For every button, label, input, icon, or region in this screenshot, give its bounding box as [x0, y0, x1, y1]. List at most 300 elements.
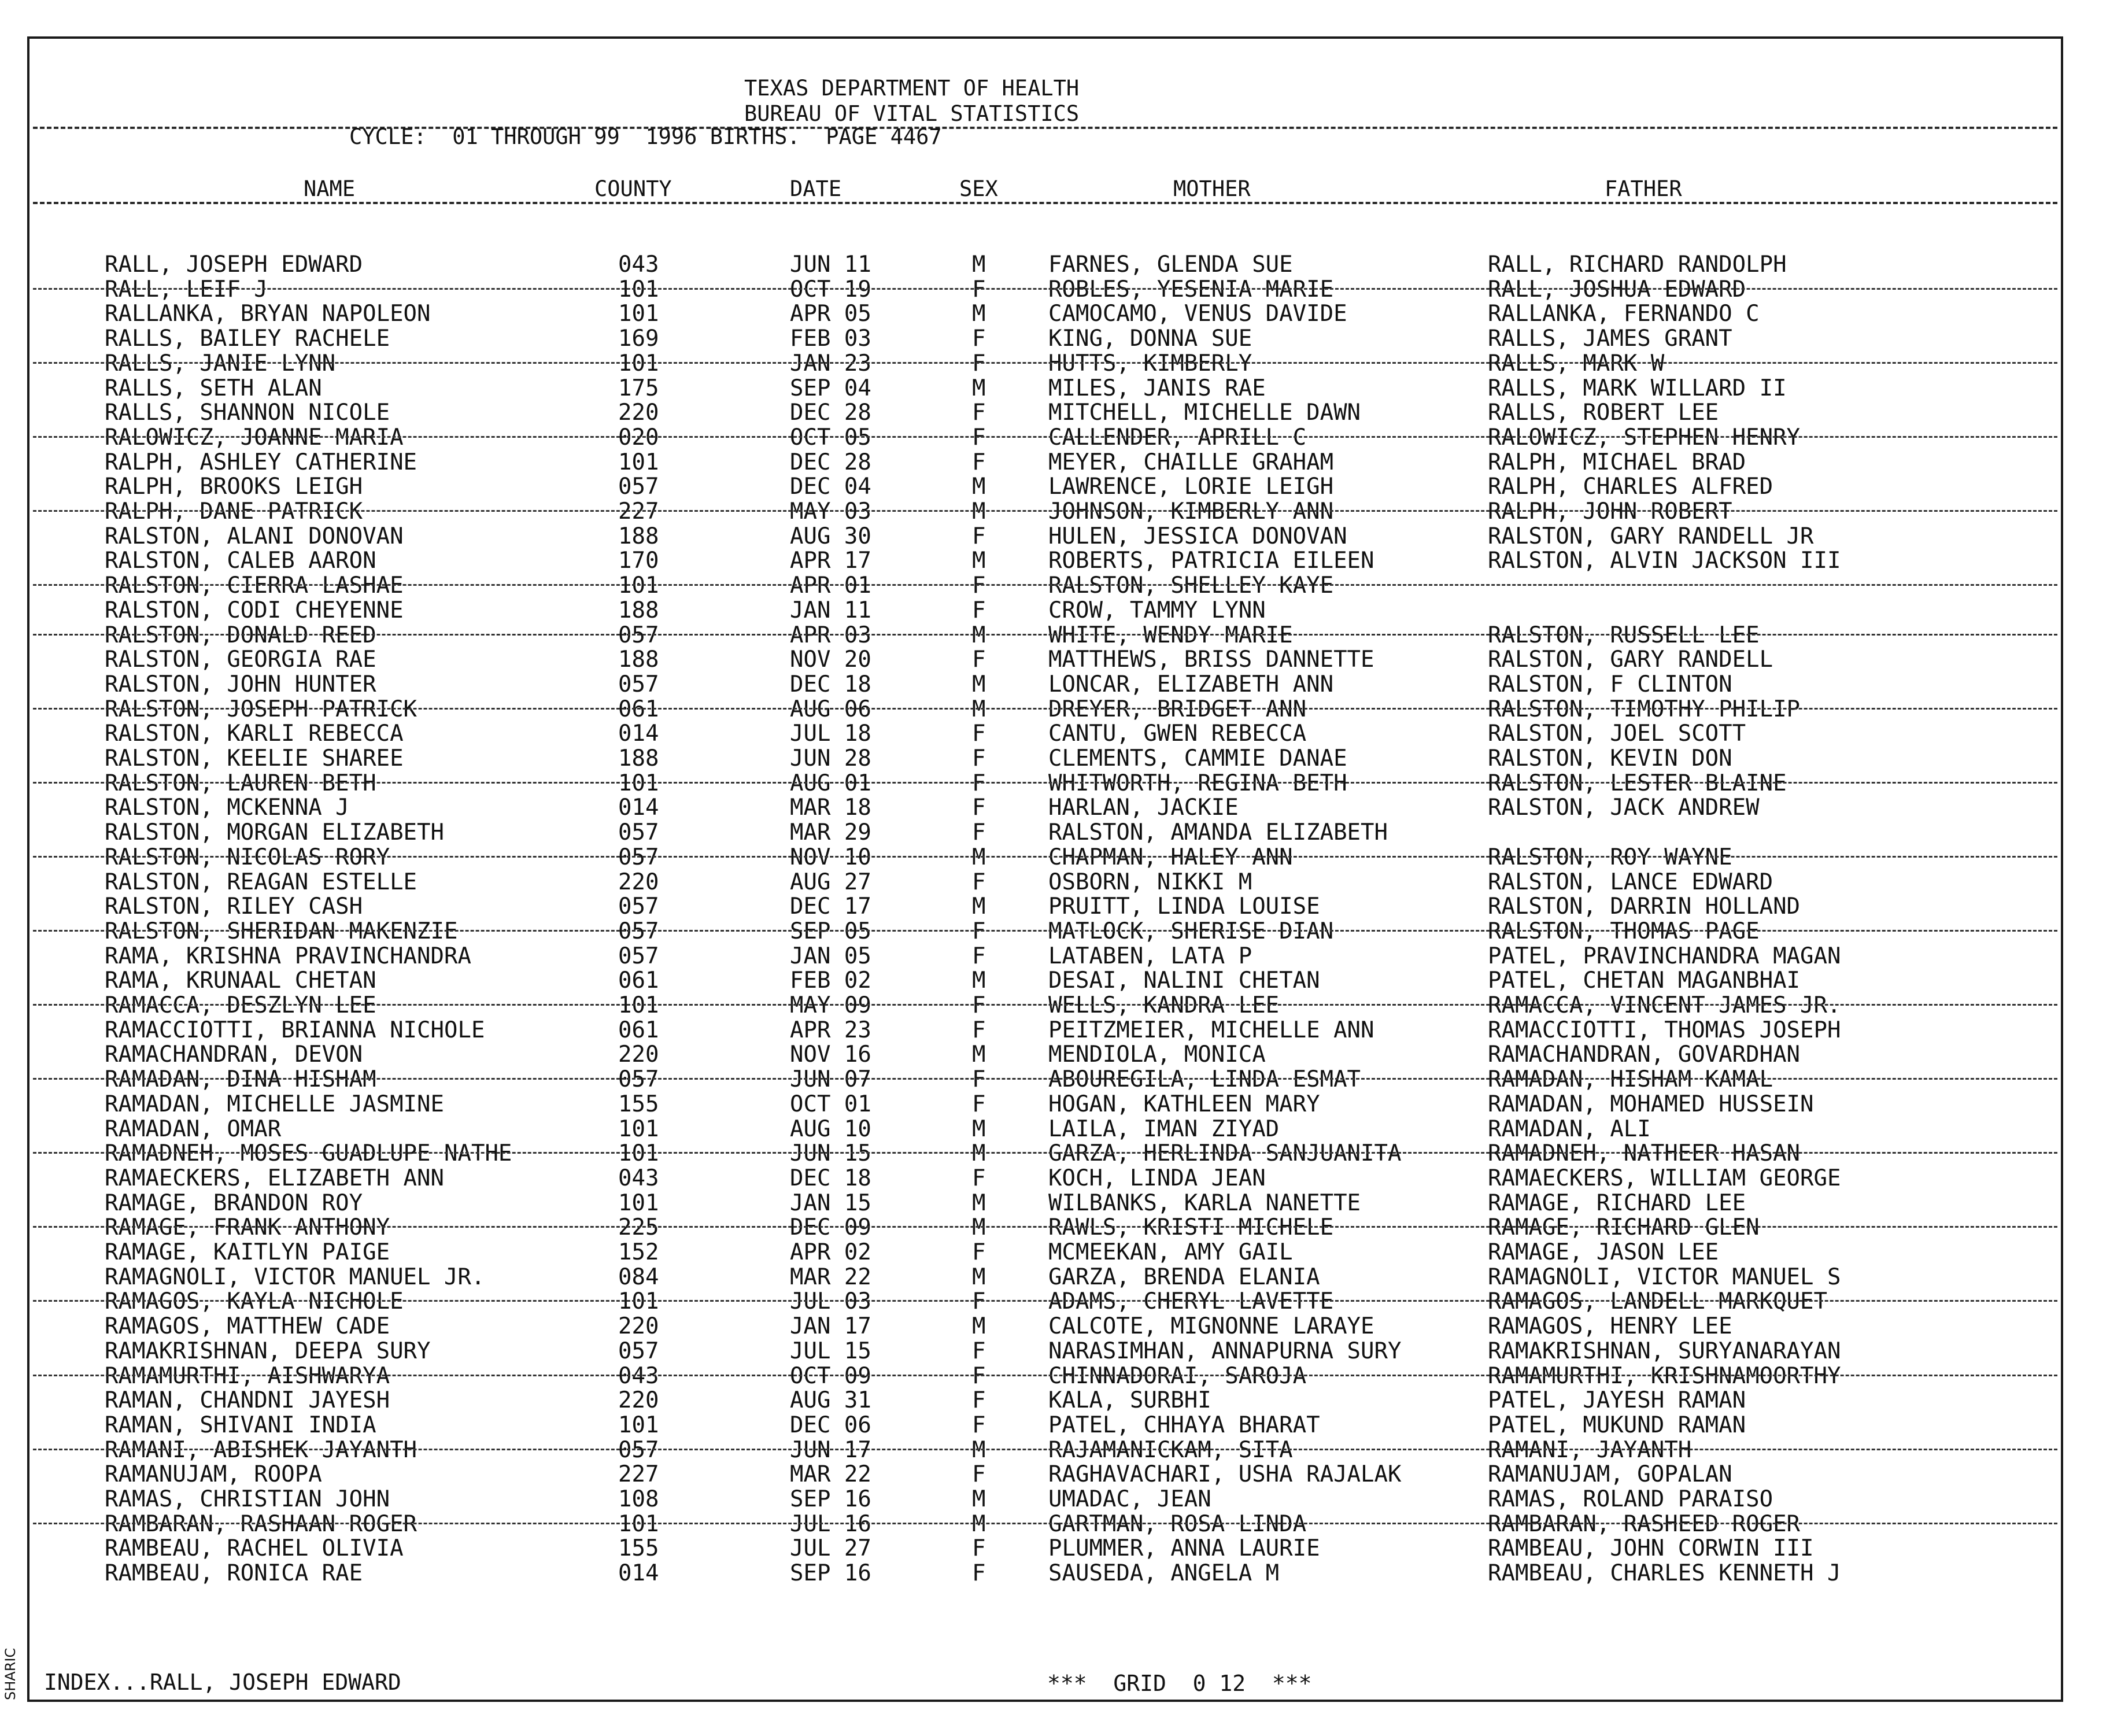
record-mother: ADAMS, CHERYL LAVETTE [1048, 1288, 1334, 1315]
record-sex: M [972, 1264, 986, 1290]
record-date: OCT 01 [790, 1091, 871, 1117]
record-mother: NARASIMHAN, ANNAPURNA SURY [1048, 1338, 1402, 1364]
record-mother: JOHNSON, KIMBERLY ANN [1048, 498, 1334, 525]
record-county: 020 [618, 424, 659, 450]
record-father: PATEL, JAYESH RAMAN [1488, 1387, 1746, 1414]
record-county: 101 [618, 449, 659, 475]
table-row [29, 401, 2061, 425]
record-father: RALSTON, JOEL SCOTT [1488, 721, 1746, 747]
record-sex: M [972, 252, 986, 278]
record-sex: M [972, 1486, 986, 1512]
record-father: RAMACCIOTTI, THOMAS JOSEPH [1488, 1017, 1841, 1043]
table-row [29, 895, 2061, 919]
record-county: 108 [618, 1486, 659, 1512]
record-sex: F [972, 1338, 986, 1364]
record-county: 043 [618, 252, 659, 278]
record-county: 057 [618, 474, 659, 500]
record-date: JAN 17 [790, 1313, 871, 1340]
record-name: RAMANI, ABISHEK JAYANTH [105, 1436, 417, 1463]
record-father: RALLANKA, FERNANDO C [1488, 301, 1760, 327]
record-mother: CROW, TAMMY LYNN [1048, 597, 1266, 623]
record-sex: F [972, 1461, 986, 1488]
record-name: RAMADAN, OMAR [105, 1116, 282, 1142]
record-county: 101 [618, 572, 659, 599]
record-mother: SAUSEDA, ANGELA M [1048, 1560, 1280, 1587]
record-county: 057 [618, 1066, 659, 1093]
column-header-father: FATHER [1605, 176, 1682, 201]
record-date: APR 03 [790, 622, 871, 648]
record-father: RAMBEAU, CHARLES KENNETH J [1488, 1560, 1841, 1587]
record-father: RAMAGE, JASON LEE [1488, 1239, 1719, 1265]
record-date: SEP 04 [790, 375, 871, 401]
table-row [29, 1364, 2061, 1388]
report-title-line1: TEXAS DEPARTMENT OF HEALTH [744, 76, 1080, 101]
column-header-mother: MOTHER [1173, 176, 1251, 201]
record-father: RAMANI, JAYANTH [1488, 1436, 1692, 1463]
record-date: JUN 07 [790, 1066, 871, 1093]
table-row [29, 1043, 2061, 1067]
record-date: JUN 11 [790, 252, 871, 278]
record-name: RALSTON, MORGAN ELIZABETH [105, 819, 444, 846]
record-sex: M [972, 375, 986, 401]
record-father: RALSTON, LANCE EDWARD [1488, 869, 1773, 895]
record-name: RAMANUJAM, ROOPA [105, 1461, 322, 1488]
record-date: APR 01 [790, 572, 871, 599]
table-row [29, 599, 2061, 623]
record-sex: F [972, 647, 986, 673]
record-name: RALSTON, DONALD REED [105, 622, 376, 648]
record-mother: CHINNADORAI, SAROJA [1048, 1362, 1307, 1389]
record-sex: F [972, 400, 986, 426]
record-father: RALSTON, ROY WAYNE [1488, 844, 1732, 870]
record-father: PATEL, CHETAN MAGANBHAI [1488, 967, 1801, 994]
record-name: RAMADNEH, MOSES GUADLUPE NATHE [105, 1140, 512, 1167]
column-header-date: DATE [790, 176, 842, 201]
record-date: OCT 09 [790, 1362, 871, 1389]
record-sex: F [972, 424, 986, 450]
record-name: RAMA, KRISHNA PRAVINCHANDRA [105, 943, 471, 969]
record-sex: F [972, 819, 986, 846]
record-county: 101 [618, 770, 659, 796]
record-mother: RAJAMANICKAM, SITA [1048, 1436, 1293, 1463]
record-father: RALSTON, THOMAS PAGE [1488, 918, 1760, 944]
record-father: RALPH, CHARLES ALFRED [1488, 474, 1773, 500]
table-row [29, 1536, 2061, 1561]
table-row [29, 1018, 2061, 1043]
table-row [29, 697, 2061, 722]
table-row [29, 1216, 2061, 1240]
record-date: APR 02 [790, 1239, 871, 1265]
record-mother: RAWLS, KRISTI MICHELE [1048, 1214, 1334, 1241]
record-sex: M [972, 1214, 986, 1241]
record-name: RALLS, JANIE LYNN [105, 350, 336, 376]
record-father: RALSTON, GARY RANDELL [1488, 647, 1773, 673]
record-sex: F [972, 1066, 986, 1093]
record-county: 169 [618, 326, 659, 352]
record-sex: M [972, 1116, 986, 1142]
table-row [29, 1438, 2061, 1462]
record-name: RALL, LEIF J [105, 276, 268, 302]
table-row [29, 771, 2061, 796]
record-father: RALSTON, ALVIN JACKSON III [1488, 548, 1841, 574]
record-father: RALL, JOSHUA EDWARD [1488, 276, 1746, 302]
record-name: RALPH, DANE PATRICK [105, 498, 363, 525]
record-name: RAMACCIOTTI, BRIANNA NICHOLE [105, 1017, 485, 1043]
record-name: RAMA, KRUNAAL CHETAN [105, 967, 376, 994]
record-county: 101 [618, 1190, 659, 1216]
record-date: JAN 05 [790, 943, 871, 969]
record-sex: F [972, 523, 986, 549]
record-mother: MENDIOLA, MONICA [1048, 1041, 1266, 1068]
birth-records-table [29, 39, 2061, 1700]
table-row [29, 278, 2061, 302]
record-date: DEC 18 [790, 671, 871, 697]
record-date: JAN 15 [790, 1190, 871, 1216]
record-county: 101 [618, 350, 659, 376]
record-mother: CHAPMAN, HALEY ANN [1048, 844, 1293, 870]
table-row [29, 574, 2061, 598]
record-date: JUN 17 [790, 1436, 871, 1463]
record-name: RALSTON, CODI CHEYENNE [105, 597, 404, 623]
record-father: RALLS, ROBERT LEE [1488, 400, 1719, 426]
table-row [29, 1191, 2061, 1216]
record-sex: F [972, 770, 986, 796]
record-mother: MATTHEWS, BRISS DANNETTE [1048, 647, 1374, 673]
table-row [29, 1290, 2061, 1314]
record-mother: OSBORN, NIKKI M [1048, 869, 1252, 895]
record-mother: DREYER, BRIDGET ANN [1048, 696, 1307, 722]
record-sex: F [972, 1165, 986, 1191]
record-date: JAN 23 [790, 350, 871, 376]
record-name: RALLS, SETH ALAN [105, 375, 322, 401]
table-row [29, 1142, 2061, 1166]
record-sex: M [972, 1140, 986, 1167]
record-sex: M [972, 548, 986, 574]
record-mother: CLEMENTS, CAMMIE DANAE [1048, 745, 1347, 771]
record-father: RAMACCA, VINCENT JAMES JR. [1488, 992, 1841, 1018]
record-sex: F [972, 1362, 986, 1389]
record-mother: UMADAC, JEAN [1048, 1486, 1211, 1512]
record-date: JAN 11 [790, 597, 871, 623]
record-mother: GARTMAN, ROSA LINDA [1048, 1510, 1307, 1537]
record-name: RALSTON, KEELIE SHAREE [105, 745, 404, 771]
record-date: NOV 10 [790, 844, 871, 870]
record-father: RALL, RICHARD RANDOLPH [1488, 252, 1787, 278]
record-mother: HULEN, JESSICA DONOVAN [1048, 523, 1347, 549]
record-mother: MEYER, CHAILLE GRAHAM [1048, 449, 1334, 475]
record-date: FEB 02 [790, 967, 871, 994]
table-row [29, 475, 2061, 499]
record-date: AUG 30 [790, 523, 871, 549]
record-mother: PRUITT, LINDA LOUISE [1048, 893, 1320, 920]
table-row [29, 1462, 2061, 1487]
record-mother: WHITWORTH, REGINA BETH [1048, 770, 1347, 796]
record-father: RALSTON, DARRIN HOLLAND [1488, 893, 1801, 920]
record-date: AUG 31 [790, 1387, 871, 1414]
record-father: RALOWICZ, STEPHEN HENRY [1488, 424, 1801, 450]
record-sex: F [972, 992, 986, 1018]
record-county: 225 [618, 1214, 659, 1241]
record-county: 220 [618, 1387, 659, 1414]
record-name: RAMAKRISHNAN, DEEPA SURY [105, 1338, 431, 1364]
record-county: 101 [618, 1412, 659, 1438]
record-sex: M [972, 1041, 986, 1068]
record-county: 152 [618, 1239, 659, 1265]
record-date: AUG 01 [790, 770, 871, 796]
record-date: JUN 28 [790, 745, 871, 771]
record-father: RAMAS, ROLAND PARAISO [1488, 1486, 1773, 1512]
table-row [29, 623, 2061, 648]
record-county: 220 [618, 1041, 659, 1068]
document-sheet [27, 36, 2063, 1702]
record-father: RAMAGE, RICHARD LEE [1488, 1190, 1746, 1216]
record-father: RALPH, JOHN ROBERT [1488, 498, 1732, 525]
record-date: SEP 16 [790, 1486, 871, 1512]
record-father: RAMAKRISHNAN, SURYANARAYAN [1488, 1338, 1841, 1364]
table-row [29, 1117, 2061, 1142]
record-name: RALLS, SHANNON NICOLE [105, 400, 390, 426]
record-name: RALSTON, NICOLAS RORY [105, 844, 390, 870]
record-father: RAMAGNOLI, VICTOR MANUEL S [1488, 1264, 1841, 1290]
record-date: DEC 06 [790, 1412, 871, 1438]
record-name: RALPH, ASHLEY CATHERINE [105, 449, 417, 475]
record-date: DEC 17 [790, 893, 871, 920]
record-mother: CANTU, GWEN REBECCA [1048, 721, 1307, 747]
record-date: MAR 29 [790, 819, 871, 846]
record-father: RAMADNEH, NATHEER HASAN [1488, 1140, 1801, 1167]
record-mother: GARZA, BRENDA ELANIA [1048, 1264, 1320, 1290]
record-sex: M [972, 967, 986, 994]
record-county: 084 [618, 1264, 659, 1290]
record-county: 101 [618, 1288, 659, 1315]
record-mother: LONCAR, ELIZABETH ANN [1048, 671, 1334, 697]
record-county: 014 [618, 721, 659, 747]
record-father: RAMAGOS, HENRY LEE [1488, 1313, 1732, 1340]
record-father: RALSTON, F CLINTON [1488, 671, 1732, 697]
record-sex: F [972, 1288, 986, 1315]
record-mother: LAWRENCE, LORIE LEIGH [1048, 474, 1334, 500]
table-row [29, 673, 2061, 697]
record-sex: M [972, 474, 986, 500]
record-name: RAMAGE, BRANDON ROY [105, 1190, 363, 1216]
record-date: MAR 18 [790, 795, 871, 821]
record-date: OCT 05 [790, 424, 871, 450]
record-county: 155 [618, 1535, 659, 1562]
record-mother: MCMEEKAN, AMY GAIL [1048, 1239, 1293, 1265]
record-date: APR 05 [790, 301, 871, 327]
record-county: 188 [618, 647, 659, 673]
record-mother: HOGAN, KATHLEEN MARY [1048, 1091, 1320, 1117]
record-father: RAMAGE, RICHARD GLEN [1488, 1214, 1760, 1241]
table-row [29, 1166, 2061, 1191]
record-sex: F [972, 869, 986, 895]
column-header-county: COUNTY [594, 176, 672, 201]
table-row [29, 919, 2061, 944]
record-county: 057 [618, 819, 659, 846]
record-name: RAMBEAU, RONICA RAE [105, 1560, 363, 1587]
record-sex: F [972, 1091, 986, 1117]
report-title-line2: BUREAU OF VITAL STATISTICS [744, 101, 1080, 126]
record-county: 227 [618, 1461, 659, 1488]
record-county: 101 [618, 1510, 659, 1537]
record-sex: F [972, 1387, 986, 1414]
record-county: 014 [618, 1560, 659, 1587]
record-name: RALLS, BAILEY RACHELE [105, 326, 390, 352]
record-county: 101 [618, 301, 659, 327]
table-row [29, 1388, 2061, 1413]
column-header-sex: SEX [959, 176, 998, 201]
record-date: DEC 04 [790, 474, 871, 500]
table-row [29, 821, 2061, 845]
record-father: RALSTON, GARY RANDELL JR [1488, 523, 1814, 549]
record-sex: F [972, 597, 986, 623]
table-row [29, 1240, 2061, 1265]
record-sex: F [972, 943, 986, 969]
side-label-text: SHARIC [2, 1648, 19, 1700]
table-row [29, 722, 2061, 746]
record-date: JUN 15 [790, 1140, 871, 1167]
record-name: RALSTON, CIERRA LASHAE [105, 572, 404, 599]
record-date: MAR 22 [790, 1264, 871, 1290]
table-row [29, 944, 2061, 969]
record-sex: F [972, 449, 986, 475]
record-county: 170 [618, 548, 659, 574]
table-row [29, 426, 2061, 450]
record-county: 057 [618, 893, 659, 920]
record-father: RAMBEAU, JOHN CORWIN III [1488, 1535, 1814, 1562]
record-county: 155 [618, 1091, 659, 1117]
record-mother: WHITE, WENDY MARIE [1048, 622, 1293, 648]
record-county: 057 [618, 844, 659, 870]
record-county: 057 [618, 943, 659, 969]
record-date: JUL 03 [790, 1288, 871, 1315]
record-name: RALSTON, GEORGIA RAE [105, 647, 376, 673]
record-county: 220 [618, 869, 659, 895]
table-row [29, 870, 2061, 895]
record-mother: CALLENDER, APRILL C [1048, 424, 1307, 450]
record-date: MAY 09 [790, 992, 871, 1018]
cycle-line: CYCLE: 01 THROUGH 99 1996 BIRTHS. PAGE 4467 [349, 124, 942, 149]
table-row [29, 969, 2061, 993]
table-row [29, 1339, 2061, 1364]
record-father: RAMAGOS, LANDELL MARKQUET [1488, 1288, 1827, 1315]
table-row [29, 796, 2061, 820]
record-sex: M [972, 696, 986, 722]
record-mother: HARLAN, JACKIE [1048, 795, 1239, 821]
record-county: 043 [618, 1362, 659, 1389]
table-row [29, 1314, 2061, 1339]
record-father: RAMAMURTHI, KRISHNAMOORTHY [1488, 1362, 1841, 1389]
record-mother: MILES, JANIS RAE [1048, 375, 1266, 401]
record-date: AUG 06 [790, 696, 871, 722]
record-name: RAMACCA, DESZLYN LEE [105, 992, 376, 1018]
record-mother: KALA, SURBHI [1048, 1387, 1211, 1414]
record-name: RALSTON, LAUREN BETH [105, 770, 376, 796]
record-mother: PEITZMEIER, MICHELLE ANN [1048, 1017, 1374, 1043]
record-sex: M [972, 1313, 986, 1340]
record-mother: RAGHAVACHARI, USHA RAJALAK [1048, 1461, 1402, 1488]
record-date: SEP 05 [790, 918, 871, 944]
record-mother: ROBERTS, PATRICIA EILEEN [1048, 548, 1374, 574]
table-row [29, 450, 2061, 475]
record-father: RAMADAN, ALI [1488, 1116, 1651, 1142]
record-mother: HUTTS, KIMBERLY [1048, 350, 1252, 376]
record-date: JUL 16 [790, 1510, 871, 1537]
record-name: RALSTON, ALANI DONOVAN [105, 523, 404, 549]
record-name: RALL, JOSEPH EDWARD [105, 252, 363, 278]
record-name: RAMBARAN, RASHAAN ROGER [105, 1510, 417, 1537]
table-row [29, 1512, 2061, 1536]
table-row [29, 376, 2061, 401]
record-name: RALPH, BROOKS LEIGH [105, 474, 363, 500]
record-county: 057 [618, 1338, 659, 1364]
record-date: DEC 09 [790, 1214, 871, 1241]
record-mother: LATABEN, LATA P [1048, 943, 1252, 969]
table-row [29, 500, 2061, 524]
record-county: 043 [618, 1165, 659, 1191]
record-name: RAMAN, SHIVANI INDIA [105, 1412, 376, 1438]
table-row [29, 1487, 2061, 1512]
record-date: DEC 18 [790, 1165, 871, 1191]
record-father: RALLS, MARK W [1488, 350, 1665, 376]
table-row [29, 845, 2061, 870]
record-sex: F [972, 721, 986, 747]
record-county: 188 [618, 597, 659, 623]
record-sex: M [972, 498, 986, 525]
record-date: DEC 28 [790, 400, 871, 426]
record-name: RALOWICZ, JOANNE MARIA [105, 424, 404, 450]
record-name: RALSTON, SHERIDAN MAKENZIE [105, 918, 458, 944]
record-county: 057 [618, 1436, 659, 1463]
record-name: RAMAS, CHRISTIAN JOHN [105, 1486, 390, 1512]
record-father: RALSTON, RUSSELL LEE [1488, 622, 1760, 648]
record-sex: M [972, 671, 986, 697]
table-row [29, 549, 2061, 573]
record-name: RAMAGOS, MATTHEW CADE [105, 1313, 390, 1340]
record-mother: CAMOCAMO, VENUS DAVIDE [1048, 301, 1347, 327]
record-name: RALSTON, MCKENNA J [105, 795, 349, 821]
record-county: 101 [618, 1116, 659, 1142]
record-mother: ROBLES, YESENIA MARIE [1048, 276, 1334, 302]
table-row [29, 525, 2061, 549]
record-county: 227 [618, 498, 659, 525]
record-sex: M [972, 301, 986, 327]
record-county: 057 [618, 918, 659, 944]
record-date: APR 17 [790, 548, 871, 574]
record-county: 101 [618, 1140, 659, 1167]
grid-footer: *** GRID 0 12 *** [1047, 1671, 1312, 1696]
record-name: RALSTON, RILEY CASH [105, 893, 363, 920]
record-mother: RALSTON, SHELLEY KAYE [1048, 572, 1334, 599]
record-sex: M [972, 1190, 986, 1216]
table-row [29, 1068, 2061, 1092]
record-sex: M [972, 622, 986, 648]
table-row [29, 1413, 2061, 1438]
record-date: JUL 18 [790, 721, 871, 747]
record-sex: M [972, 1510, 986, 1537]
record-sex: F [972, 795, 986, 821]
record-father: RALSTON, KEVIN DON [1488, 745, 1732, 771]
record-county: 101 [618, 992, 659, 1018]
record-mother: ABOUREGILA, LINDA ESMAT [1048, 1066, 1361, 1093]
table-row [29, 1092, 2061, 1117]
record-name: RAMAECKERS, ELIZABETH ANN [105, 1165, 444, 1191]
table-row [29, 302, 2061, 326]
record-date: AUG 27 [790, 869, 871, 895]
record-county: 061 [618, 1017, 659, 1043]
record-date: JUL 27 [790, 1535, 871, 1562]
record-name: RAMAGNOLI, VICTOR MANUEL JR. [105, 1264, 485, 1290]
